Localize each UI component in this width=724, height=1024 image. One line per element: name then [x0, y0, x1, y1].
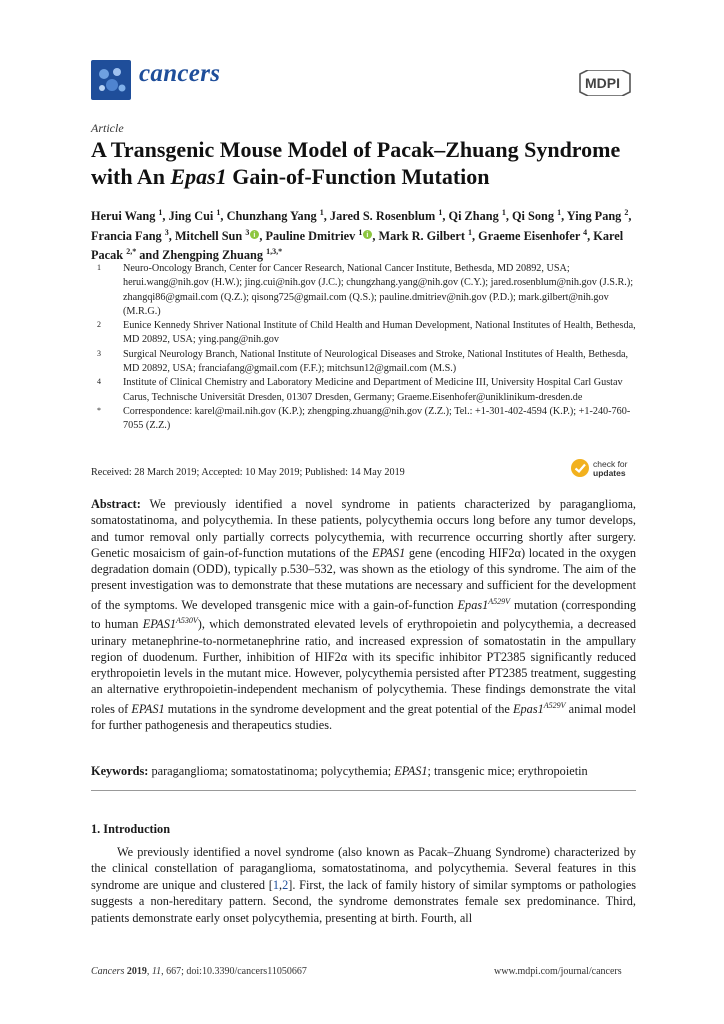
author-name: Francia Fang $^3$	[91, 227, 169, 243]
affiliation-number: 1	[97, 263, 101, 272]
author-name: Ying Pang $^2$	[566, 208, 629, 224]
affiliation-text: Institute of Clinical Chemistry and Laboratory Medicine and Department of Medicine III, University Hospital Carl Gustav Carus, Technische Universität Dresden, 01307 Dresden, Germany; Graeme.Eisenhofer@uniklinikum-dresden.de	[123, 377, 623, 403]
author-affiliation-mark: 3	[164, 227, 169, 237]
author-affiliation-mark: 1	[468, 227, 473, 237]
author-affiliation-mark: 1	[216, 208, 221, 217]
section-divider	[91, 790, 636, 791]
journal-name: cancers	[139, 60, 221, 87]
affiliation-number: 2	[97, 320, 101, 330]
author-name: Chunzhang Yang $^1$	[226, 208, 324, 224]
section-heading: 1. Introduction	[91, 822, 171, 836]
author-name: Qi Zhang $^1$	[448, 208, 506, 224]
affiliation-text: Correspondence: karel@mail.nih.gov (K.P.); zhengping.zhuang@nih.gov (Z.Z.); Tel.: +1-301-402-4594 (K.P.); +1-240-760-7055 (Z.Z.)	[123, 405, 631, 432]
check-updates-label: check for updates	[593, 459, 628, 478]
author-affiliation-mark: 1,3,*	[266, 247, 283, 257]
author-name: Jing Cui $^1$	[168, 208, 221, 224]
author-name: Qi Song $^1$	[511, 208, 562, 224]
affiliation-text: Eunice Kennedy Shriver National Institute of Child Health and Human Development, National Institutes of Health, Bethesda, MD 20892, USA; ying.pang@nih.gov	[123, 320, 636, 346]
affiliation-item	[91, 319, 636, 348]
author-name: Pauline Dmitriev $^1$i	[265, 229, 372, 243]
orcid-icon[interactable]	[250, 230, 259, 239]
affiliation-text: Surgical Neurology Branch, National Institute of Neurological Diseases and Stroke, National Institutes of Health, Bethesda, MD 20892, USA; franciafang@gmail.com (F.F.); mitchsun12@gmail.com (M.S.)	[123, 348, 629, 375]
author-name: Jared S. Rosenblum $^1$	[329, 208, 443, 224]
author-affiliation-mark: 1	[438, 208, 443, 217]
author-list: Herui Wang $^1$, Jing Cui $^1$, Chunzhang Yang $^1$, Jared S. Rosenblum $^1$, Qi Zhang $^1$, Qi Song $^1$, Ying Pang $^2$, Francia Fang $^3$, Mitchell Sun $^3$i , Pauline Dmitriev $^1$i , Mark R. Gilbert $^1$, Graeme Eisenhofer $^4$, Karel Pacak $^{2,*}$ and Zhengping Zhuang $^{1,3,*}$	[91, 205, 636, 264]
publisher-name: MDPI	[585, 75, 620, 91]
article-title: A Transgenic Mouse Model of Pacak–Zhuang Syndrome with An Epas1 Gain-of-Function Mutation	[91, 137, 621, 189]
publication-dates: Received: 28 March 2019; Accepted: 10 May 2019; Published: 14 May 2019	[91, 467, 405, 478]
affiliation-text: Neuro-Oncology Branch, Center for Cancer Research, National Cancer Institute, Bethesda, MD 20892, USA; herui.wang@nih.gov (H.W.); jing.cui@nih.gov (J.C.); chungzhang.yang@nih.gov (C.Y.); jared.rosenblum@nih.gov (J.S.R.); zhangqi86@gmail.com (Q.Z.); qisong725@gmail.com (Q.S.); pauline.dmitriev@nih.gov (P.D.); mark.gilbert@nih.gov (M.R.G.)	[123, 263, 634, 317]
abstract: Abstract: We previously identified a novel syndrome in patients characterized by paraganglioma, somatostatinoma, and polycythemia. In these patients, polycythemia occurs long before any tumor develops, and tumor removal only partially corrects polycythemia, with recurrence occurring shortly after surgery. Genetic mosaicism of gain-of-function mutations of the EPAS1 gene (encoding HIF2α) located in the oxygen degradation domain (ODD), typically p.530–532, was shown as the etiology of this syndrome. The aim of the present investigation was to demonstrate that these mutations are necessary and sufficient for the development of the symptoms. We developed transgenic mice with a gain-of-function $Epas1^{A529V}$ mutation (corresponding to human $EPAS1^{A530V}$), which demonstrated elevated levels of erythropoietin and polycythemia, a decreased urinary metanephrine-to-normetanephrine ratio, and increased expression of somatostatin in the ampullary region of duodenum. Further, inhibition of HIF2α with its specific inhibitor PT2385 significantly reduced erythropoietin levels in the mutant mice. However, polycythemia persisted after PT2385 treatment, suggesting an alternative erythropoietin-independent mechanism of polycythemia. These findings demonstrate the vital roles of EPAS1 mutations in the syndrome development and the great potential of the $Epas1^{A529V}$ animal model for further pathogenesis and therapeutics studies.	[91, 497, 637, 733]
citation-link[interactable]: 1	[272, 877, 280, 892]
author-name: Zhengping Zhuang $^{1,3,*}$	[162, 247, 283, 263]
author-name: Mitchell Sun $^3$i	[175, 229, 259, 243]
journal-logo	[91, 60, 131, 100]
citation-link[interactable]: 2	[282, 877, 289, 892]
check-updates-icon	[570, 458, 590, 478]
keywords: Keywords: paraganglioma; somatostatinoma; polycythemia; EPAS1; transgenic mice; erythropoietin	[91, 764, 588, 778]
affiliation-item	[91, 348, 636, 377]
affiliation-item	[91, 262, 636, 319]
affiliation-number: 3	[97, 348, 101, 358]
author-affiliation-mark: 1	[501, 208, 506, 217]
author-affiliation-mark: 2	[624, 208, 629, 217]
author-affiliation-mark: 3	[245, 227, 250, 237]
author-affiliation-mark: 1	[557, 208, 562, 217]
author-affiliation-mark: 1	[158, 208, 163, 217]
affiliation-number: 4	[97, 377, 101, 387]
footer-citation: Cancers 2019, 11, 667; doi:10.3390/cancers11050667	[91, 966, 307, 977]
orcid-icon[interactable]	[363, 230, 372, 239]
author-affiliation-mark: 4	[583, 227, 588, 237]
footer-url[interactable]: www.mdpi.com/journal/cancers	[494, 966, 622, 977]
author-name: Karel Pacak $^{2,*}$	[91, 228, 624, 263]
affiliation-item	[91, 405, 636, 434]
article-type: Article	[91, 121, 124, 135]
author-affiliation-mark: 2,*	[126, 247, 137, 257]
author-affiliation-mark: 1	[358, 227, 363, 237]
author-name: Mark R. Gilbert $^1$	[378, 227, 473, 243]
affiliation-item	[91, 376, 636, 405]
affiliation-number: *	[97, 405, 101, 415]
introduction-paragraph: We previously identified a novel syndrome (also known as Pacak–Zhuang Syndrome) characterized by the clinical constellation of paraganglioma, somatostatinoma, and polycythemia. Several features in this syndrome are unique and clustered [1,2]. First, the lack of family history of similar symptoms or pathologies suggests a non-hereditary pattern. Second, the syndrome demonstrates female sex predominance. Third, patients demonstrate early onset polycythemia, presenting at birth. Fourth, all	[91, 845, 636, 925]
affiliations	[91, 262, 636, 434]
author-affiliation-mark: 1	[319, 208, 324, 217]
author-name: Herui Wang $^1$	[91, 208, 163, 224]
author-name: Graeme Eisenhofer $^4$	[478, 227, 588, 243]
check-for-updates-badge[interactable]	[570, 456, 632, 484]
